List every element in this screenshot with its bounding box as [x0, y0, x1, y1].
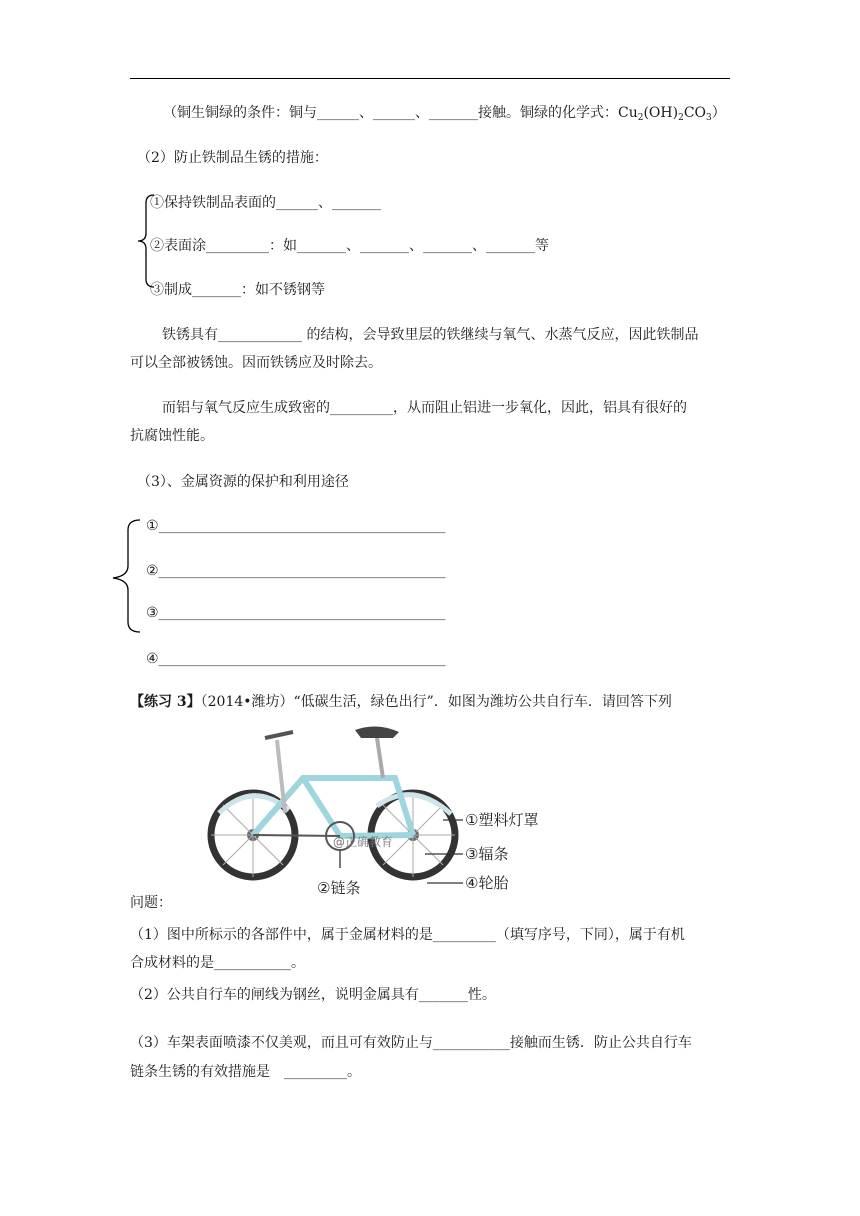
question-1-line2: 合成材料的是___________。 [130, 955, 305, 971]
resource-protection-4: ④_________________________________________ [146, 651, 446, 667]
label-chain: ②链条 [317, 879, 361, 897]
iron-rust-paragraph-line1: 铁锈具有____________ 的结构，会导致里层的铁继续与氧气、水蒸气反应，因此铁制品 [162, 327, 699, 343]
question-3-line1: （3）车架表面喷漆不仅美观，而且可有效防止与___________接触而生锈．防止公共自行车 [130, 1035, 692, 1051]
label-plastic-lamp: ①塑料灯罩 [465, 811, 539, 829]
copper-patina-condition: （铜生铜绿的条件：铜与______、______、_______接触。铜绿的化学式：$Cu_2(OH)_2CO_3$） [163, 105, 726, 123]
exercise-3-intro: 【练习 3】（2014•潍坊）“低碳生活，绿色出行”．如图为潍坊公共自行车．请回答下列 [130, 694, 672, 710]
rust-measure-2: ②表面涂_________：如_______、_______、_______、_______等 [150, 238, 549, 254]
label-spoke: ③辐条 [465, 845, 509, 863]
header-rule [130, 78, 730, 79]
bicycle-figure [205, 718, 560, 898]
watermark-text: @正确教育 [333, 835, 394, 849]
rust-measure-3: ③制成_______：如不锈钢等 [150, 282, 325, 298]
question-1-line1: （1）图中所标示的各部件中，属于金属材料的是_________（填写序号，下同），属于有机 [130, 927, 685, 943]
resource-protection-3: ③_________________________________________ [146, 605, 446, 621]
exercise-3-intro-cont: 问题： [130, 895, 172, 911]
section-2-heading: （2）防止铁制品生锈的措施： [137, 150, 328, 166]
section-3-heading: （3）、金属资源的保护和利用途径 [137, 474, 349, 490]
aluminum-paragraph-line2: 抗腐蚀性能。 [130, 428, 214, 444]
question-2: （2）公共自行车的闸线为钢丝，说明金属具有_______性。 [130, 987, 496, 1003]
label-tire: ④轮胎 [465, 874, 509, 892]
resource-protection-2: ②_________________________________________ [146, 563, 446, 579]
exercise-tag: 【练习 3】 [130, 694, 201, 710]
resource-protection-1: ①_________________________________________ [146, 518, 446, 534]
question-3-line2: 链条生锈的有效措施是 _________。 [130, 1064, 361, 1080]
iron-rust-paragraph-line2: 可以全部被锈蚀。因而铁锈应及时除去。 [130, 355, 382, 371]
rust-measure-1: ①保持铁制品表面的______、_______ [150, 195, 381, 211]
brace-section-3 [110, 518, 144, 634]
aluminum-paragraph-line1: 而铝与氧气反应生成致密的_________，从而阻止铝进一步氧化，因此，铝具有很好的 [162, 400, 687, 416]
